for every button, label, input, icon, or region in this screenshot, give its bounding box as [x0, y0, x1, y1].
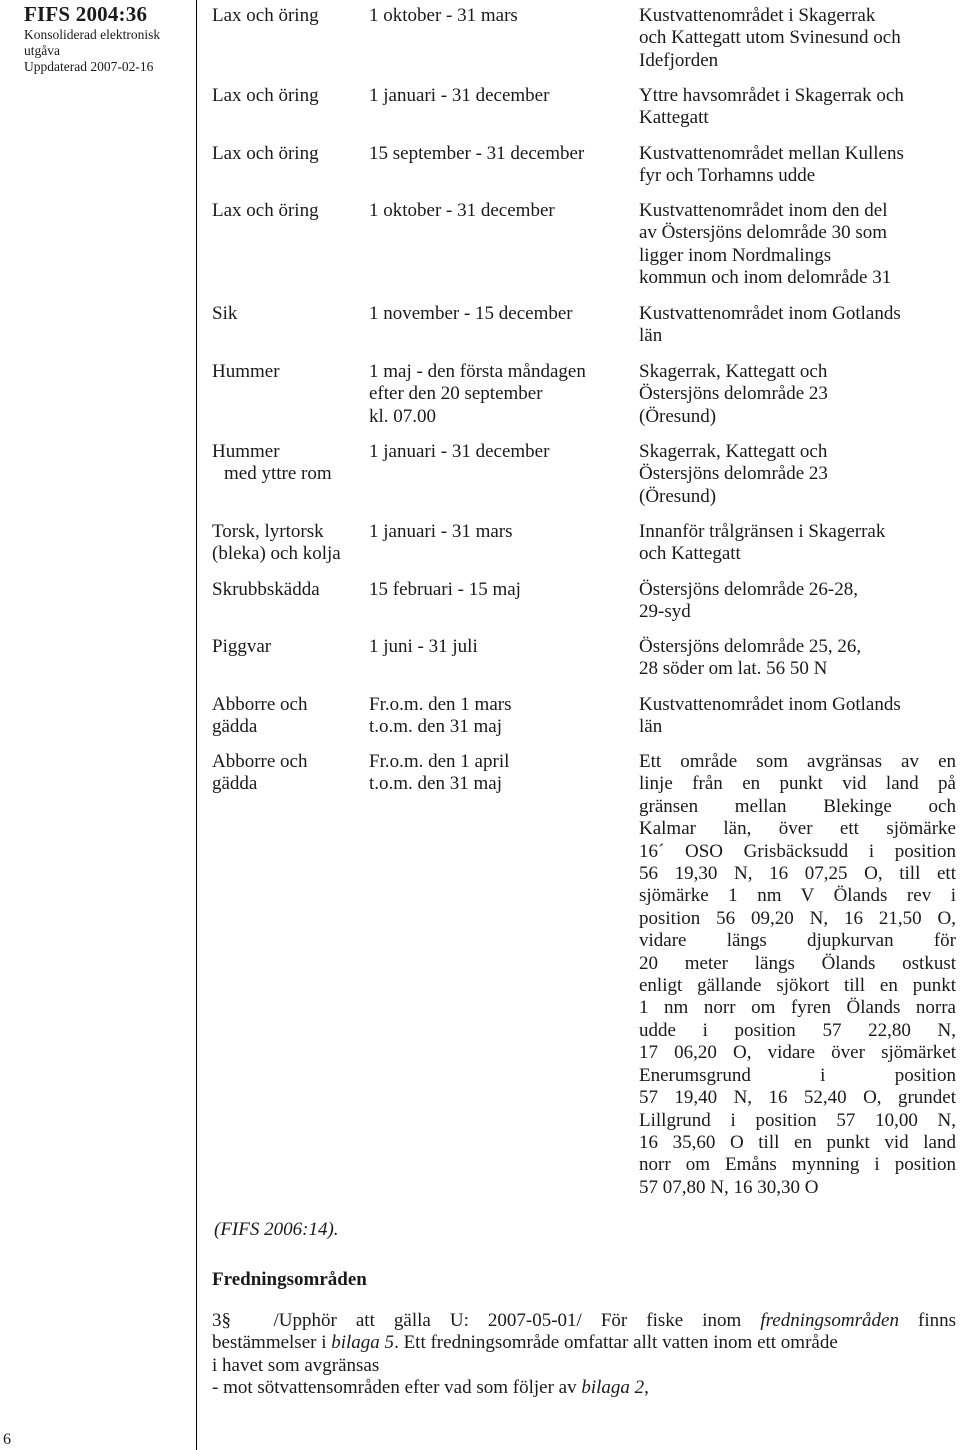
period-cell: Fr.o.m. den 1 mars t.o.m. den 31 maj	[369, 694, 512, 738]
area-line: enligt gällande sjökort till en punkt	[639, 975, 956, 997]
area-line: gränsen mellan Blekinge och	[639, 795, 956, 817]
period-cell: 15 september - 31 december	[369, 143, 585, 164]
period-cell: 1 oktober - 31 december	[369, 200, 555, 221]
area-cell: Kustvattenområdet inom den del av Östersjöns delområde 30 som ligger inom Nordmalings kommun och inom delområde 31	[639, 200, 892, 289]
area-cell	[639, 751, 956, 1199]
area-cell: Kustvattenområdet mellan Kullens fyr och Torhamns udde	[639, 143, 904, 187]
area-line: Enerumsgrund i position	[639, 1064, 956, 1086]
area-cell: Skagerrak, Kattegatt och Östersjöns delområde 23 (Öresund)	[639, 441, 828, 507]
updated-date: Uppdaterad 2007-02-16	[24, 59, 154, 74]
edition-note: Konsoliderad elektronisk	[24, 27, 161, 42]
area-line: 57 07,80 N, 16 30,30 O	[639, 1176, 819, 1198]
species-cell: Sik	[212, 303, 238, 324]
period-cell: 1 maj - den första måndagen efter den 20 september kl. 07.00	[369, 361, 586, 427]
area-line: 57 19,40 N, 16 52,40 O, grundet	[639, 1087, 956, 1109]
area-line: sjömärke 1 nm V Ölands rev i	[639, 885, 956, 907]
area-cell: Kustvattenområdet inom Gotlands län	[639, 303, 901, 347]
species-cell: Abborre och gädda	[212, 694, 308, 738]
period-cell: 1 november - 15 december	[369, 303, 573, 324]
area-line: udde i position 57 22,80 N,	[639, 1019, 956, 1041]
species-cell: Lax och öring	[212, 200, 319, 221]
paragraph-line: bestämmelser i bilaga 5. Ett fredningsområde omfattar allt vatten inom ett område	[212, 1332, 838, 1354]
page-number: 6	[3, 1431, 11, 1448]
area-line: vidare längs djupkurvan för	[639, 930, 956, 952]
area-line: Lillgrund i position 57 10,00 N,	[639, 1109, 956, 1131]
species-cell: Piggvar	[212, 636, 272, 657]
area-cell: Skagerrak, Kattegatt och Östersjöns delområde 23 (Öresund)	[639, 361, 828, 427]
area-cell: Yttre havsområdet i Skagerrak och Kattegatt	[639, 85, 904, 129]
area-cell: Innanför trålgränsen i Skagerrak och Kattegatt	[639, 521, 886, 565]
species-cell: Lax och öring	[212, 85, 319, 106]
area-line: 1 nm norr om fyren Ölands norra	[639, 997, 956, 1019]
area-line: 17 06,20 O, vidare över sjömärket	[639, 1042, 956, 1064]
area-line: 16 35,60 O till en punkt vid land	[639, 1131, 956, 1153]
appendix-ref: bilaga 2	[581, 1377, 645, 1399]
area-cell: Östersjöns delområde 25, 26, 28 söder om lat. 56 50 N	[639, 636, 862, 680]
area-line: linje från en punkt vid land på	[639, 773, 956, 795]
species-cell: Abborre och gädda	[212, 751, 308, 795]
species-cell: Lax och öring	[212, 143, 319, 164]
area-line: 20 meter längs Ölands ostkust	[639, 952, 956, 974]
document-sidebar	[0, 0, 197, 1450]
term-link: fredningsområden	[760, 1310, 899, 1331]
species-cell: Hummer med yttre rom	[212, 441, 332, 485]
period-cell: 1 juni - 31 juli	[369, 636, 478, 657]
area-cell: Kustvattenområdet inom Gotlands län	[639, 694, 901, 738]
species-cell: Lax och öring	[212, 5, 319, 26]
period-cell: Fr.o.m. den 1 april t.o.m. den 31 maj	[369, 751, 510, 795]
period-cell: 1 januari - 31 december	[369, 85, 550, 106]
area-line: position 56 09,20 N, 16 21,50 O,	[639, 907, 956, 929]
area-line: 56 19,30 N, 16 07,25 O, till ett	[639, 863, 956, 885]
area-line: 16´ OSO Grisbäcksudd i position	[639, 840, 956, 862]
section-heading: Fredningsområden	[212, 1269, 367, 1290]
amendment-reference: (FIFS 2006:14).	[214, 1219, 339, 1240]
species-cell: Skrubbskädda	[212, 579, 320, 600]
area-line: Kalmar län, över ett sjömärke	[639, 818, 956, 840]
area-line: Ett område som avgränsas av en	[639, 751, 956, 772]
species-cell: Hummer	[212, 361, 280, 382]
period-cell: 1 januari - 31 mars	[369, 521, 513, 542]
area-line: norr om Emåns mynning i position	[639, 1154, 956, 1176]
document-id: FIFS 2004:36	[24, 2, 148, 26]
paragraph-line: i havet som avgränsas	[212, 1354, 380, 1376]
section-number: 3	[212, 1310, 222, 1331]
period-cell: 1 oktober - 31 mars	[369, 5, 518, 26]
paragraph-line: 3§ /Upphör att gälla U: 2007-05-01/ För fiske inom fredningsområden finns	[212, 1310, 957, 1331]
section-paragraph	[212, 1310, 956, 1400]
species-cell: Torsk, lyrtorsk (bleka) och kolja	[212, 521, 341, 565]
area-cell: Kustvattenområdet i Skagerrak och Kattegatt utom Svinesund och Idefjorden	[639, 5, 901, 71]
paragraph-line: - mot sötvattensområden efter vad som följer av bilaga 2,	[212, 1377, 649, 1399]
area-cell: Östersjöns delområde 26-28, 29-syd	[639, 579, 858, 623]
section-symbol: §	[221, 1310, 231, 1331]
period-cell: 15 februari - 15 maj	[369, 579, 521, 600]
appendix-ref: bilaga 5	[331, 1332, 395, 1354]
edition-note-cont: utgåva	[24, 43, 60, 58]
period-cell: 1 januari - 31 december	[369, 441, 550, 462]
